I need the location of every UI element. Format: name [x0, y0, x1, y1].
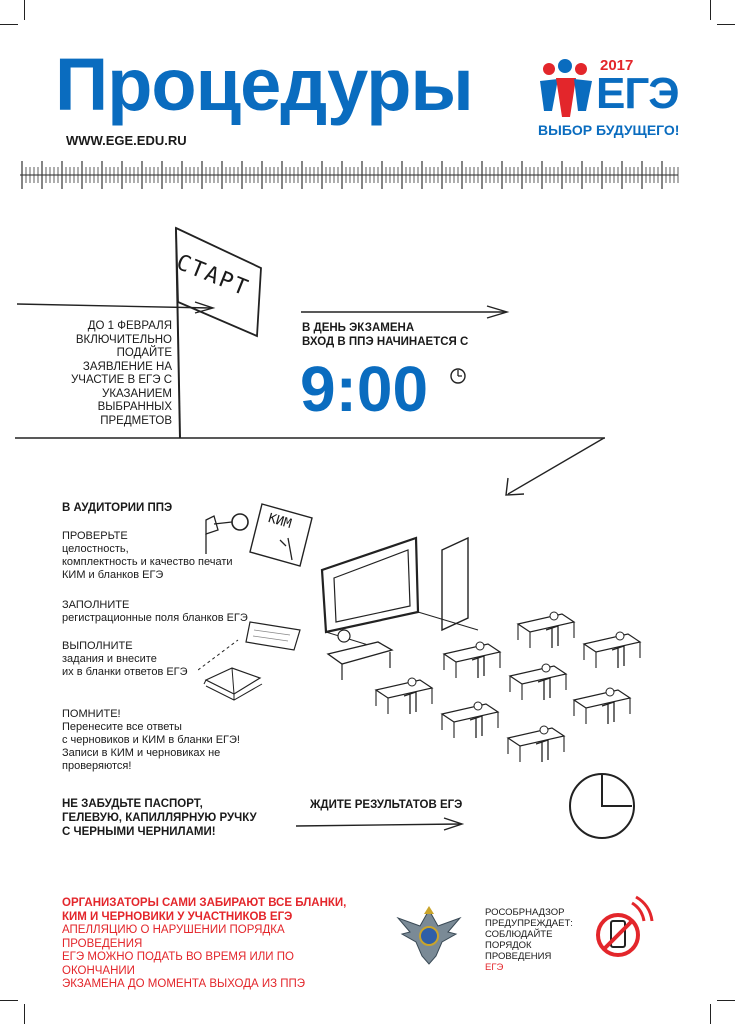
crop-mark: [24, 0, 25, 20]
warning-line: ПРЕДУПРЕЖДАЕТ:: [485, 918, 573, 929]
crop-mark: [717, 24, 735, 25]
message-line: ЭКЗАМЕНА ДО МОМЕНТА ВЫХОДА ИЗ ППЭ: [62, 978, 306, 990]
diagonal-arrow: [500, 432, 620, 502]
step-body: с черновиков и КИМ в бланки ЕГЭ!: [62, 734, 240, 746]
step-heading: ПРОВЕРЬТЕ: [62, 530, 128, 542]
page-title: Процедуры: [55, 43, 473, 126]
warning-line: ПОРЯДОК: [485, 940, 532, 951]
results-text: ЖДИТЕ РЕЗУЛЬТАТОВ ЕГЭ: [310, 799, 463, 811]
eagle-emblem-icon: [394, 900, 464, 970]
exam-day-text: [302, 321, 468, 349]
step-body: комплектность и качество печати: [62, 556, 233, 568]
warning-line: ЕГЭ: [485, 962, 504, 973]
step-body: КИМ и бланков ЕГЭ: [62, 569, 164, 581]
student-desks: [318, 520, 658, 780]
organizers-message: [62, 897, 362, 992]
kim-label: КИМ: [266, 511, 294, 532]
ruler-icon: [20, 155, 680, 195]
step-heading: ПОМНИТЕ!: [62, 708, 121, 720]
step-body: регистрационные поля бланков ЕГЭ: [62, 612, 248, 624]
bring-line: ГЕЛЕВУЮ, КАПИЛЛЯРНУЮ РУЧКУ: [62, 812, 257, 824]
start-sign-label: СТАРТ: [172, 250, 253, 302]
logo-year: 2017: [600, 57, 634, 74]
step-body: проверяются!: [62, 760, 132, 772]
message-line: ОРГАНИЗАТОРЫ САМИ ЗАБИРАЮТ ВСЕ БЛАНКИ,: [62, 897, 347, 909]
step-body: Перенесите все ответы: [62, 721, 182, 733]
exam-day-line1: В ДЕНЬ ЭКЗАМЕНА: [302, 322, 415, 334]
message-line: ЕГЭ МОЖНО ПОДАТЬ ВО ВРЕМЯ ИЛИ ПО ОКОНЧАНИИ: [62, 951, 294, 977]
kim-magnifier-illustration: [200, 500, 320, 570]
step-body: Записи в КИМ и черновиках не: [62, 747, 221, 759]
step-remember: [62, 708, 240, 773]
message-line: АПЕЛЛЯЦИЮ О НАРУШЕНИИ ПОРЯДКА ПРОВЕДЕНИЯ: [62, 924, 285, 950]
crop-mark: [0, 24, 18, 25]
auditorium-heading: В АУДИТОРИИ ППЭ: [62, 502, 173, 514]
results-arrow: [292, 816, 472, 836]
crop-mark: [717, 1000, 735, 1001]
bring-reminder: [62, 797, 257, 839]
bring-line: С ЧЕРНЫМИ ЧЕРНИЛАМИ!: [62, 826, 216, 838]
step-body: задания и внесите: [62, 653, 157, 665]
step-do: [62, 640, 188, 679]
entry-time: 9:00: [300, 353, 429, 425]
deadline-text: ДО 1 ФЕВРАЛЯ ВКЛЮЧИТЕЛЬНО ПОДАЙТЕ ЗАЯВЛЕНИЕ НА УЧАСТИЕ В ЕГЭ С УКАЗАНИЕМ ВЫБРАННЫХ ПРЕДМЕТОВ: [71, 320, 172, 427]
bring-line: НЕ ЗАБУДЬТЕ ПАСПОРТ,: [62, 798, 203, 810]
warning-line: СОБЛЮДАЙТЕ: [485, 929, 553, 940]
logo-slogan: ВЫБОР БУДУЩЕГО!: [538, 122, 680, 138]
crop-mark: [0, 1000, 18, 1001]
rosobrnadzor-warning: [485, 907, 573, 973]
people-logo-icon: [536, 59, 600, 121]
crop-mark: [24, 1004, 25, 1024]
exam-day-line2: ВХОД В ППЭ НАЧИНАЕТСЯ С: [302, 336, 469, 348]
logo-name: ЕГЭ: [596, 69, 679, 118]
website-link[interactable]: WWW.EGE.EDU.RU: [66, 133, 187, 148]
crop-mark: [710, 1004, 711, 1024]
warning-line: РОСОБРНАДЗОР: [485, 907, 565, 918]
clock-icon: [566, 770, 642, 846]
step-body: их в бланки ответов ЕГЭ: [62, 666, 188, 678]
message-line: КИМ И ЧЕРНОВИКИ У УЧАСТНИКОВ ЕГЭ: [62, 910, 293, 923]
step-body: целостность,: [62, 543, 129, 555]
crop-mark: [710, 0, 711, 20]
warning-line: ПРОВЕДЕНИЯ: [485, 951, 552, 962]
small-clock-icon: [448, 366, 468, 386]
step-heading: ВЫПОЛНИТЕ: [62, 640, 133, 652]
forms-illustration: [198, 618, 308, 708]
no-phone-icon: [592, 895, 656, 965]
step-heading: ЗАПОЛНИТЕ: [62, 599, 130, 611]
